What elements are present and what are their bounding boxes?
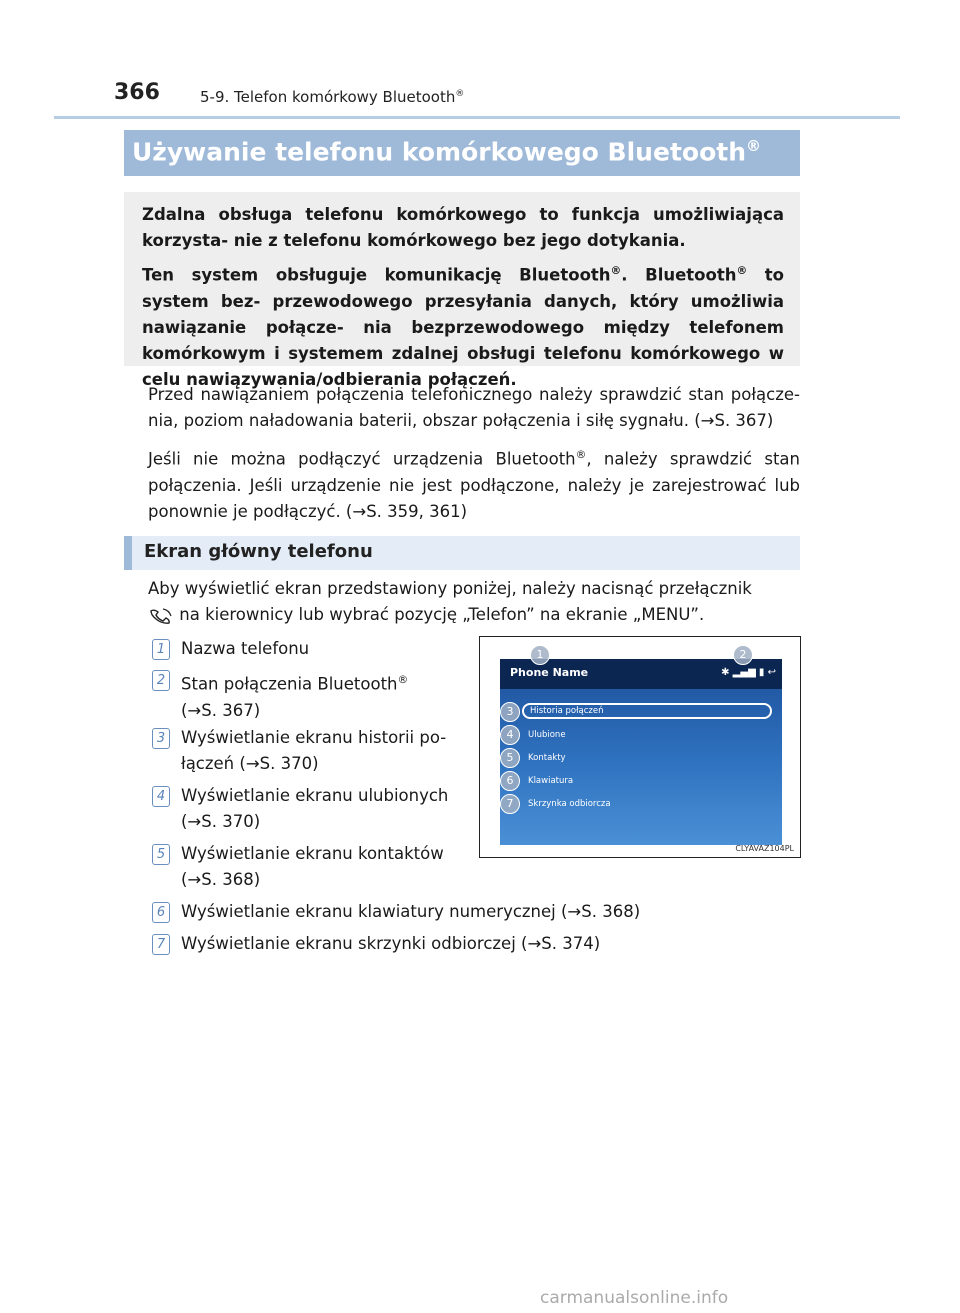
intro-para-2: Ten system obsługuje komunikację Bluetooth®. Bluetooth® to system bez- przewodowego przesyłania danych, który umożliwia nawiązanie połącze- nia bezprzewodowego między telefonem komórkowym i systemem zdalnej obsługi telefonu komórkowego w celu nawiązywania/odbierania połączeń. [142, 264, 785, 389]
phone-switch-icon [148, 607, 174, 625]
callout-badge: 3 [500, 702, 520, 722]
number-badge: 4 [152, 786, 170, 807]
list-item-text: Wyświetlanie ekranu kontaktów (→S. 368) [181, 844, 444, 889]
subhead-bar [124, 536, 800, 570]
phone-screen-figure [479, 636, 801, 858]
list-item-text: Wyświetlanie ekranu ulubionych (→S. 370) [181, 786, 449, 831]
intro-box [124, 192, 800, 389]
bluetooth-status-icon: ✱ ▂▄▆ ▮ ↩ [721, 667, 776, 678]
menu-item-contacts[interactable]: Kontakty [528, 753, 566, 763]
menu-item-history[interactable]: Historia połączeń [522, 703, 772, 719]
phone-name-label: Phone Name [510, 666, 589, 679]
title-bar [124, 130, 800, 176]
subhead-accent [124, 536, 132, 570]
callout-badge: 6 [500, 771, 520, 791]
instruction-text: Aby wyświetlić ekran przedstawiony poniżej, należy nacisnąć przełącznik na kierownicy lub wybrać pozycję „Telefon” na ekranie „MENU”. [148, 579, 752, 624]
watermark: carmanualsonline.info [540, 1288, 729, 1308]
list-item-text: Wyświetlanie ekranu historii po- łączeń (→S. 370) [181, 728, 447, 773]
number-badge: 3 [152, 728, 170, 749]
callout-badge: 4 [500, 725, 520, 745]
number-badge: 7 [152, 934, 170, 955]
number-badge: 1 [152, 639, 170, 660]
callout-badge: 2 [733, 645, 753, 665]
page-title: Używanie telefonu komórkowego Bluetooth® [132, 137, 761, 167]
list-item-text: Wyświetlanie ekranu skrzynki odbiorczej (→S. 374) [181, 934, 601, 953]
body-para-2: Jeśli nie można podłączyć urządzenia Bluetooth®, należy sprawdzić stan połączenia. Jeśli urządzenie nie jest podłączone, należy je zarejestrować lub ponownie je podłączyć. (→S. 359, 361) [148, 448, 800, 521]
page-number: 366 [114, 80, 160, 105]
subhead-title: Ekran główny telefonu [144, 541, 373, 562]
number-badge: 6 [152, 902, 170, 923]
list-item-text: Stan połączenia Bluetooth® (→S. 367) [181, 673, 409, 720]
menu-item-favorites[interactable]: Ulubione [528, 730, 566, 740]
number-badge: 5 [152, 844, 170, 865]
list-item-text: Nazwa telefonu [181, 639, 310, 658]
list-item-text: Wyświetlanie ekranu klawiatury numerycznej (→S. 368) [181, 902, 641, 921]
menu-item-keypad[interactable]: Klawiatura [528, 776, 574, 786]
figure-code: CLYAVAZ104PL [735, 844, 794, 853]
phone-screen [500, 659, 782, 845]
callout-badge: 1 [530, 645, 550, 665]
page-header [54, 80, 900, 119]
intro-para-1: Zdalna obsługa telefonu komórkowego to funkcja umożliwiająca korzysta- nie z telefonu komórkowego bez jego dotykania. [142, 205, 784, 250]
section-label: 5-9. Telefon komórkowy Bluetooth® [200, 88, 465, 106]
number-badge: 2 [152, 670, 170, 691]
body-para-1: Przed nawiązaniem połączenia telefonicznego należy sprawdzić stan połącze- nia, poziom naładowania baterii, obszar połączenia i siłę sygnału. (→S. 367) [148, 385, 800, 430]
callout-badge: 7 [500, 794, 520, 814]
callout-badge: 5 [500, 748, 520, 768]
menu-item-inbox[interactable]: Skrzynka odbiorcza [528, 799, 611, 809]
